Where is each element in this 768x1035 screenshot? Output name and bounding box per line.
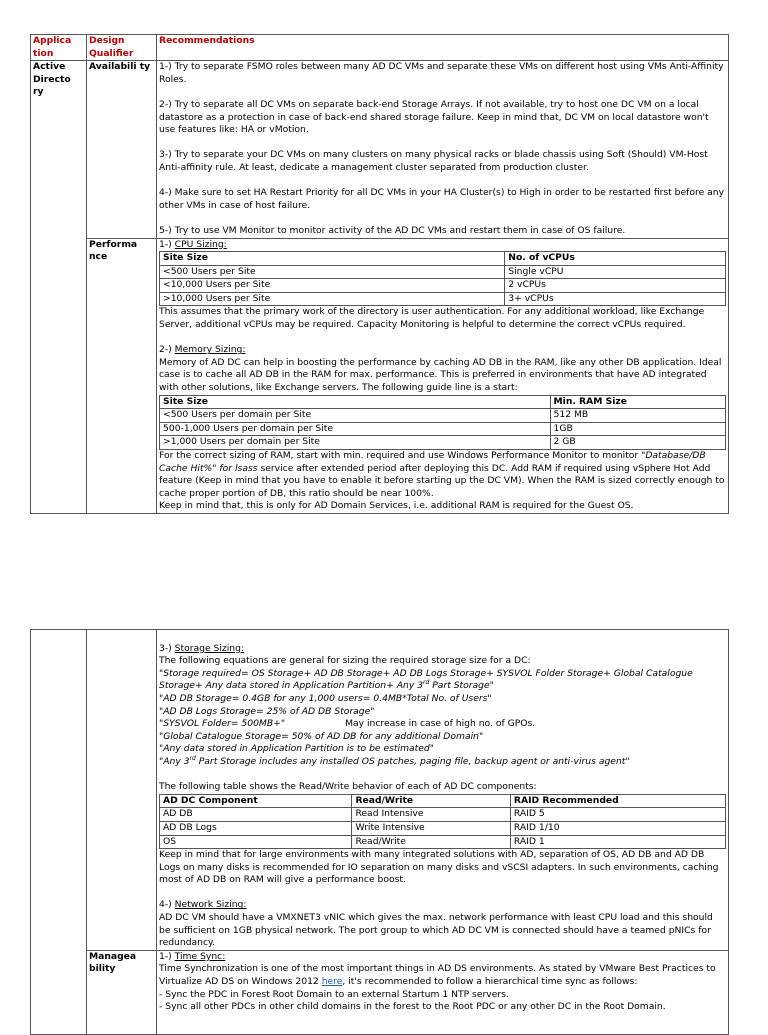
storage-equation: "Storage required= OS Storage+ AD DB Storage+ AD DB Logs Storage+ SYSVOL Folder Storage+ Global Catalogue Storage+ Any data stored in Application Partition+ Any 3rd Part Storage" [159, 667, 693, 692]
storage-equation: "Any data stored in Application Partition is to be estimated" [159, 743, 434, 755]
network-sizing-heading: 4-) Network Sizing: [159, 899, 247, 911]
table-cell: Write Intensive [352, 821, 510, 835]
performance-continued-row [31, 630, 729, 951]
time-sync-text: Time Synchronization is one of the most important things in AD DS environments. As stated by VMware Best Practices to Virtualize AD DS on Windows 2012 here, it's recommended to follow a hierarchical time sync as follows: [159, 963, 716, 988]
table-header-cell: RAID Recommended [510, 794, 725, 808]
table-header-row [160, 395, 726, 409]
table-header-cell: Site Size [160, 395, 551, 409]
table-cell: AD DB Logs [160, 821, 352, 835]
availability-row [31, 61, 729, 238]
table-cell: Single vCPU [505, 265, 726, 279]
performance-recommendations-continued [157, 630, 729, 951]
table-cell: 2 vCPUs [505, 279, 726, 293]
table-row [160, 835, 726, 849]
table-cell: <500 Users per Site [160, 265, 505, 279]
memory-sizing-table [159, 395, 726, 450]
storage-equation: "Global Catalogue Storage= 50% of AD DB for any additional Domain" [159, 730, 484, 742]
availability-item-4: 4-) Make sure to set HA Restart Priority for all DC VMs in your HA Cluster(s) to High in order to be restarted first before any other VMs in case of host failure. [159, 187, 725, 211]
table-row [160, 292, 726, 306]
recommendations-table-continued [30, 629, 729, 1035]
table-row [160, 808, 726, 822]
table-row [160, 821, 726, 835]
availability-item-1: 1-) Try to separate FSMO roles between many AD DC VMs and separate these VMs on different host using VMs Anti-Affinity Roles. [159, 61, 724, 85]
storage-sizing-intro: The following equations are general for sizing the required storage size for a DC: [159, 655, 531, 667]
table-cell: >10,000 Users per Site [160, 292, 505, 306]
performance-row [31, 238, 729, 513]
table-cell: RAID 1/10 [510, 821, 725, 835]
memory-sizing-note: For the correct sizing of RAM, start with min. required and use Windows Performance Monitor to monitor "Database/DB Cache Hit%" for lsass service after extended period after deploying this DC. Add RAM if required using vSphere Hot Add feature (Keep in mind that you have to enable it before starting up the DC VM). When the RAM is sized correctly enough to cache proper portion of DB, this ratio should be near 100%. [159, 450, 725, 499]
table-header-cell: Site Size [160, 252, 505, 266]
table-row [160, 422, 726, 436]
storage-note: Keep in mind that for large environments with many integrated solutions with AD, separation of OS, AD DB and AD DB Logs on many disks is recommended for IO separation on many disks and vSCSI adapters. In such environments, caching most of AD DB on RAM will give a performance boost. [159, 849, 719, 886]
time-sync-heading: 1-) Time Sync: [159, 950, 226, 962]
storage-equation: "AD DB Storage= 0.4GB for any 1,000 users= 0.4MB*Total No. of Users" [159, 692, 492, 704]
table-cell: Read/Write [352, 835, 510, 849]
time-sync-bullet: - Sync the PDC in Forest Root Domain to an external Startum 1 NTP servers. [159, 988, 509, 1000]
table-header-cell: No. of vCPUs [505, 252, 726, 266]
qualifier-performance: Performa nce [87, 238, 157, 513]
cpu-sizing-table [159, 251, 726, 306]
table-cell: <10,000 Users per Site [160, 279, 505, 293]
storage-equation: "AD DB Logs Storage= 25% of AD DB Storage" [159, 705, 375, 717]
table-header-cell: AD DC Component [160, 794, 352, 808]
header-design-qualifier: Design Qualifier [87, 35, 157, 61]
time-sync-bullet: - Sync all other PDCs in other child domains in the forest to the Root PDC or any other DC in the Root Domain. [159, 1001, 666, 1013]
table-row [160, 436, 726, 450]
table-header-cell: Min. RAM Size [550, 395, 725, 409]
table-cell: <500 Users per domain per Site [160, 409, 551, 423]
table-row [160, 409, 726, 423]
storage-equation: "Any 3rd Part Storage includes any installed OS patches, paging file, backup agent or anti-virus agent" [159, 754, 630, 767]
storage-equation: "SYSVOL Folder= 500MB+" May increase in case of high no. of GPOs. [159, 718, 536, 730]
table-cell: RAID 5 [510, 808, 725, 822]
header-application: Applica tion [31, 35, 87, 61]
document-page-1 [30, 34, 729, 514]
application-cell-continued [31, 630, 87, 1035]
qualifier-availability: Availabili ty [87, 61, 157, 238]
table-cell: >1,000 Users per domain per Site [160, 436, 551, 450]
qualifier-cell-continued [87, 630, 157, 951]
qualifier-manageability: Managea bility [87, 950, 157, 1034]
memory-sizing-intro: Memory of AD DC can help in boosting the performance by caching AD DB in the RAM, like any other DB application. Ideal case is to cache all AD DB in the RAM for max. performance. This is preferred in environments that have AD integrated with other solutions, like Exchange servers. The following guide line is a start: [159, 356, 722, 394]
table-cell: 3+ vCPUs [505, 292, 726, 306]
table-cell: Read Intensive [352, 808, 510, 822]
table-header-row [160, 794, 726, 808]
table-cell: OS [160, 835, 352, 849]
header-row [31, 35, 729, 61]
manageability-recommendations [157, 950, 729, 1034]
table-cell: 2 GB [550, 436, 725, 450]
document-page-2 [30, 629, 729, 1035]
header-recommendations: Recommendations [157, 35, 729, 61]
table-cell: 1GB [550, 422, 725, 436]
memory-sizing-note-guest-os: Keep in mind that, this is only for AD Domain Services, i.e. additional RAM is required for the Guest OS. [159, 500, 634, 512]
table-cell: AD DB [160, 808, 352, 822]
table-cell: 512 MB [550, 409, 725, 423]
cpu-sizing-heading: 1-) CPU Sizing: [159, 238, 227, 250]
table-header-row [160, 252, 726, 266]
best-practices-link[interactable]: here [321, 976, 343, 988]
availability-recommendations [157, 61, 729, 238]
table-row [160, 265, 726, 279]
ad-dc-component-table [159, 794, 726, 849]
manageability-row [31, 950, 729, 1034]
cpu-sizing-note: This assumes that the primary work of the directory is user authentication. For any additional workload, like Exchange Server, additional vCPUs may be required. Capacity Monitoring is helpful to determine the correct vCPUs required. [159, 306, 705, 331]
table-cell: 500-1,000 Users per domain per Site [160, 422, 551, 436]
availability-item-5: 5-) Try to use VM Monitor to monitor activity of the AD DC VMs and restart them in case of OS failure. [159, 224, 626, 236]
table-cell: RAID 1 [510, 835, 725, 849]
availability-item-2: 2-) Try to separate all DC VMs on separate back-end Storage Arrays. If not available, try to host one DC VM on a local datastore as a protection in case of back-end shared storage failure. Keep in mind that, DC VM on local datastore won't use features like: HA or vMotion. [159, 98, 709, 136]
table-header-cell: Read/Write [352, 794, 510, 808]
network-sizing-text: AD DC VM should have a VMXNET3 vNIC which gives the max. network performance with least CPU load and this should be sufficient on 1GB physical network. The port group to which AD DC VM is connected should have a teamed pNICs for redundancy. [159, 912, 713, 949]
availability-item-3: 3-) Try to separate your DC VMs on many clusters on many physical racks or blade chassis using Soft (Should) VM-Host Anti-affinity rule. At least, dedicate a management cluster separated from production cluster. [159, 149, 708, 173]
memory-sizing-heading: 2-) Memory Sizing: [159, 344, 246, 356]
recommendations-table [30, 34, 729, 514]
application-name: Active Directo ry [31, 61, 87, 514]
performance-recommendations [157, 238, 729, 513]
storage-table-intro: The following table shows the Read/Write behavior of each of AD DC components: [159, 781, 537, 793]
table-row [160, 279, 726, 293]
storage-sizing-heading: 3-) Storage Sizing: [159, 642, 245, 654]
